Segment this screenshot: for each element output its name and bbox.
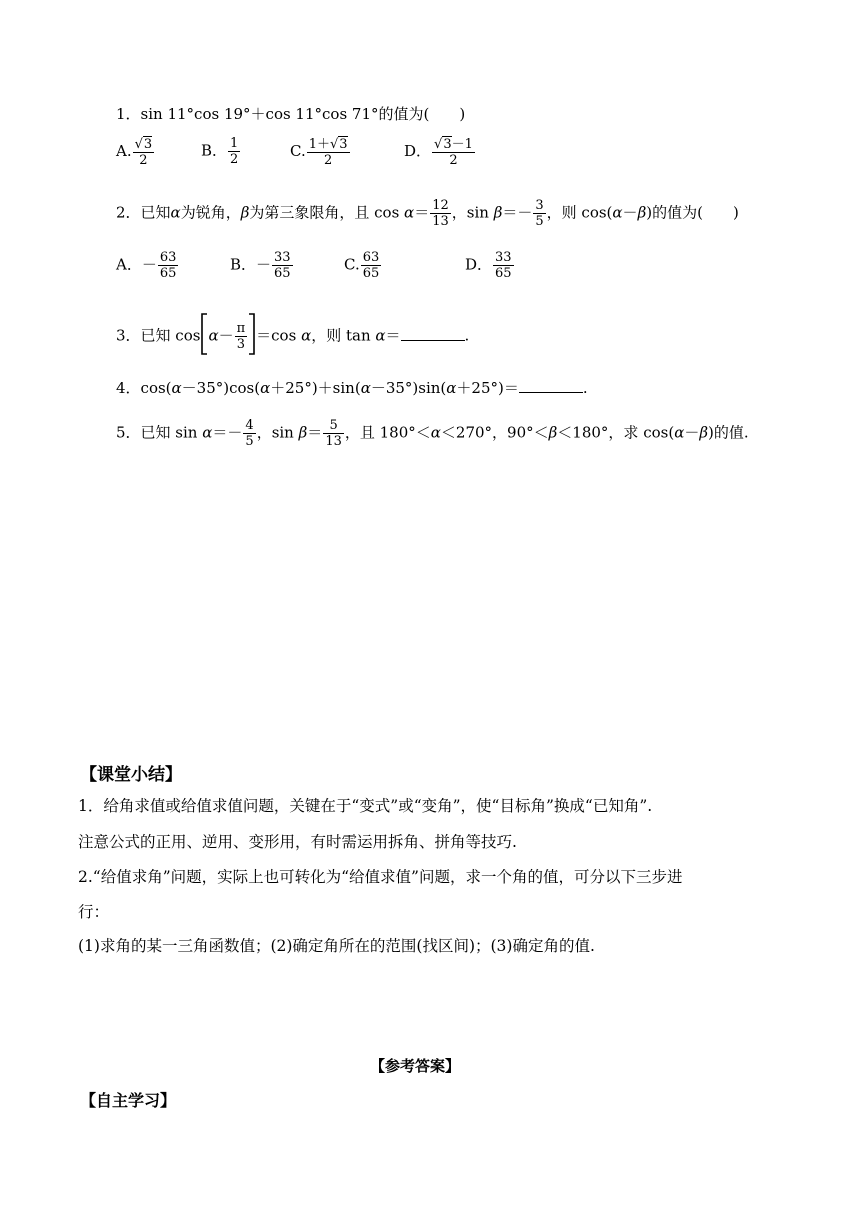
question-2-option-b: B．－ $\frac{33}{65}$ [230, 250, 291, 281]
question-5-stem: 5．已知 sin α＝－ $\frac{4}{5}$ ，sin β＝ $\frac{5}{13}$ ，且 180°＜α＜270°，90°＜β＜180°，求 cos(α－β)的值. [116, 418, 749, 449]
answer-blank-3[interactable] [401, 326, 465, 341]
summary-paragraph-2a: 2.“给值求角”问题，实际上也可转化为“给值求值”问题，求一个角的值，可分以下三步进 [78, 868, 683, 886]
question-3-stem: 3．已知 cos α－ $\frac{\pi}{3}$ ＝cos α，则 tan α＝ . [116, 312, 469, 361]
summary-paragraph-3: (1)求角的某一三角函数值；(2)确定角所在的范围(找区间)；(3)确定角的值. [78, 937, 595, 955]
summary-paragraph-1b: 注意公式的正用、逆用、变形用，有时需运用拆角、拼角等技巧. [78, 833, 517, 851]
answers-title: 【参考答案】 [370, 1057, 461, 1075]
question-1-option-b: B． $\frac{1}{2}$ [201, 136, 239, 167]
question-2-option-a: A．－ $\frac{63}{65}$ [116, 250, 177, 281]
question-2-option-d: D． $\frac{33}{65}$ [465, 250, 512, 281]
question-1-stem: 1．sin 11°cos 19°＋cos 11°cos 71°的值为( ) [116, 105, 466, 123]
summary-paragraph-1a: 1．给角求值或给值求值问题，关键在于“变式”或“变角”，使“目标角”换成“已知角”. [78, 797, 653, 815]
question-4-stem: 4．cos(α－35°)cos(α＋25°)＋sin(α－35°)sin(α＋25°)＝ . [116, 379, 588, 397]
question-2-option-c: C. $\frac{63}{65}$ [344, 250, 380, 281]
question-1-option-d: D． $\frac{√3-1}{2}$ [404, 137, 473, 168]
answer-blank-4[interactable] [519, 378, 583, 393]
question-2-stem: 2．已知α为锐角，β为第三象限角，且 cos α＝ $\frac{12}{13}$ ，sin β＝－ $\frac{3}{5}$ ，则 cos(α－β)的值为( ) [116, 198, 739, 229]
question-1-option-c: C. $\frac{1+√3}{2}$ [290, 137, 348, 168]
right-bracket [248, 312, 256, 361]
self-study-title: 【自主学习】 [80, 1091, 177, 1110]
summary-paragraph-2b: 行： [78, 903, 110, 921]
question-1-option-a: A. $\frac{√3}{2}$ [116, 137, 153, 168]
summary-title: 【课堂小结】 [80, 765, 182, 785]
